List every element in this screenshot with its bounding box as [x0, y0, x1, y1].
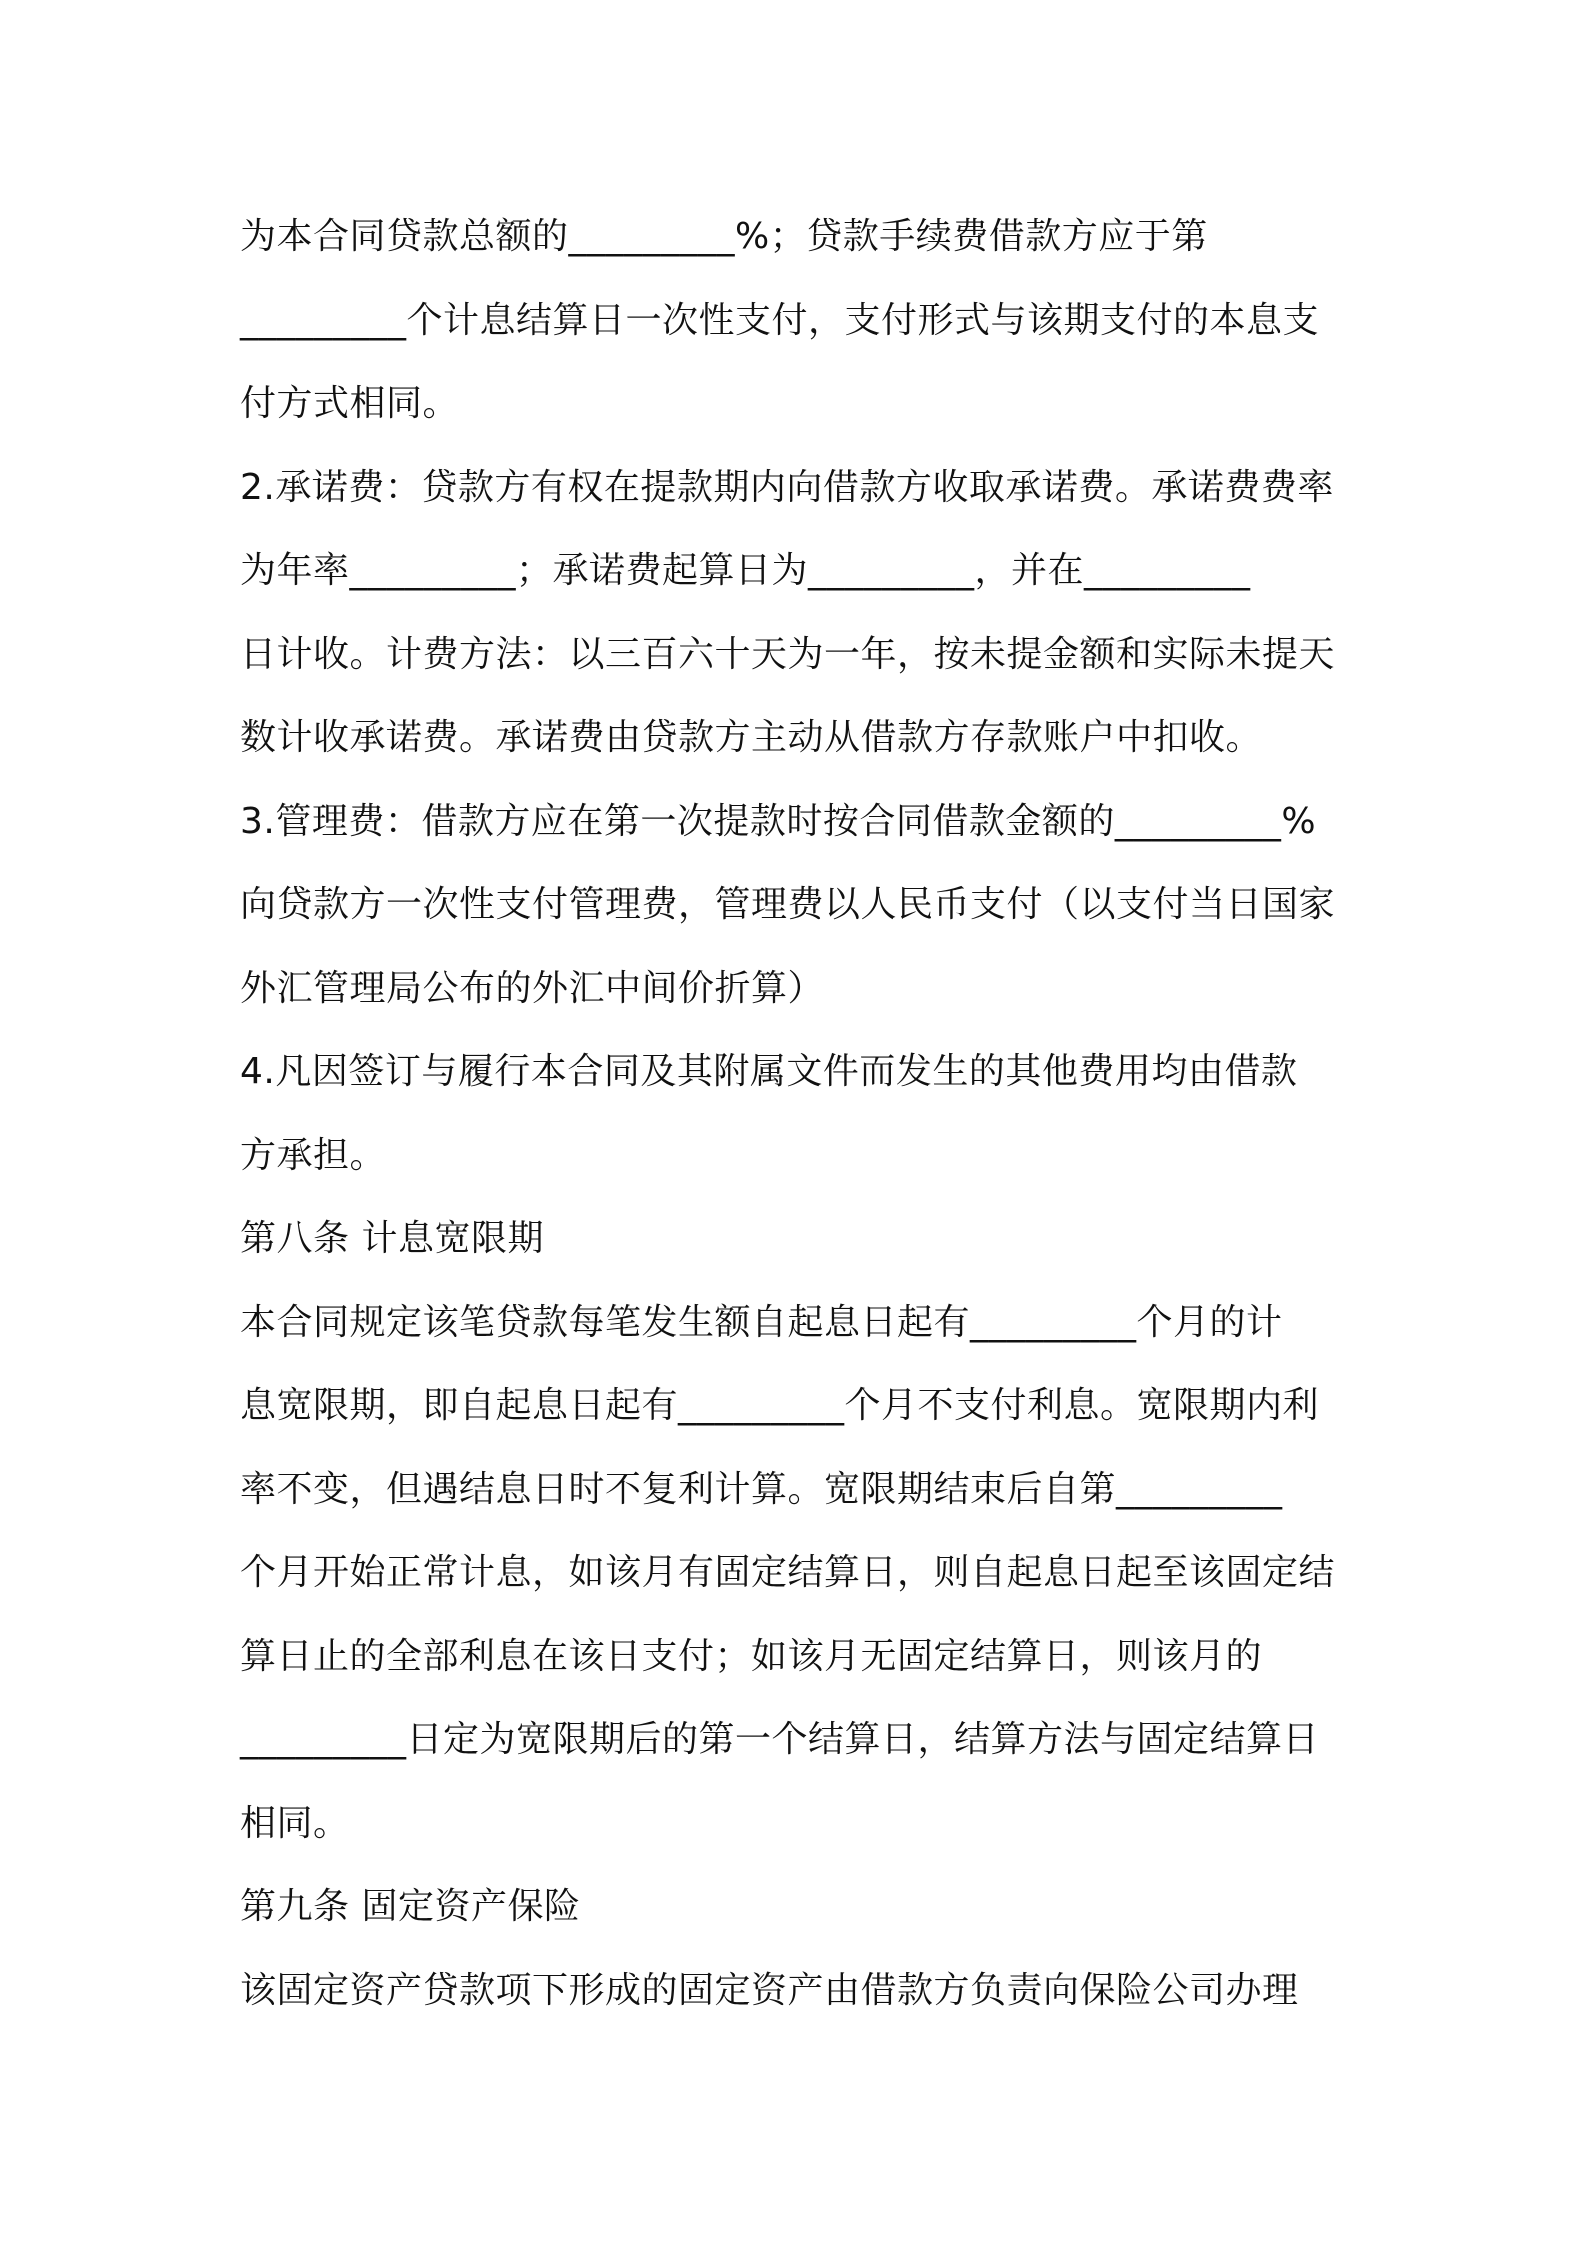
- text-line: 息宽限期，即自起息日起有_________个月不支付利息。宽限期内利: [240, 1385, 1320, 1426]
- text-line: _________个计息结算日一次性支付，支付形式与该期支付的本息支: [240, 299, 1320, 341]
- text-line: 外汇管理局公布的外汇中间价折算）: [240, 967, 825, 1009]
- text-line: 3.管理费：借款方应在第一次提款时按合同借款金额的_________%: [240, 800, 1317, 842]
- section-heading: 第九条 固定资产保险: [240, 1886, 581, 1927]
- text-line: 方承担。: [240, 1134, 387, 1176]
- text-line: 个月开始正常计息，如该月有固定结算日，则自起息日起至该固定结: [240, 1552, 1336, 1593]
- text-line: 本合同规定该笔贷款每笔发生额自起息日起有_________个月的计: [240, 1301, 1283, 1343]
- text-line: 为年率_________；承诺费起算日为_________，并在_________: [240, 550, 1251, 591]
- section-heading: 第八条 计息宽限期: [240, 1218, 544, 1259]
- text-line: 相同。: [240, 1802, 350, 1844]
- text-line: 付方式相同。: [240, 383, 460, 424]
- text-line: _________日定为宽限期后的第一个结算日，结算方法与固定结算日: [240, 1719, 1320, 1760]
- text-line: 日计收。计费方法：以三百六十天为一年，按未提金额和实际未提天: [240, 633, 1336, 675]
- text-line: 数计收承诺费。承诺费由贷款方主动从借款方存款账户中扣收。: [240, 717, 1263, 758]
- text-line: 2.承诺费：贷款方有权在提款期内向借款方收取承诺费。承诺费费率: [240, 466, 1334, 508]
- text-line: 率不变，但遇结息日时不复利计算。宽限期结束后自第_________: [240, 1468, 1283, 1510]
- document-body: [240, 195, 1360, 2032]
- text-line: 为本合同贷款总额的_________%；贷款手续费借款方应于第: [240, 216, 1208, 257]
- text-line: 该固定资产贷款项下形成的固定资产由借款方负责向保险公司办理: [240, 1969, 1299, 2011]
- text-line: 4.凡因签订与履行本合同及其附属文件而发生的其他费用均由借款: [240, 1051, 1298, 1092]
- text-line: 算日止的全部利息在该日支付；如该月无固定结算日，则该月的: [240, 1635, 1263, 1677]
- text-line: 向贷款方一次性支付管理费，管理费以人民币支付（以支付当日国家: [240, 884, 1336, 925]
